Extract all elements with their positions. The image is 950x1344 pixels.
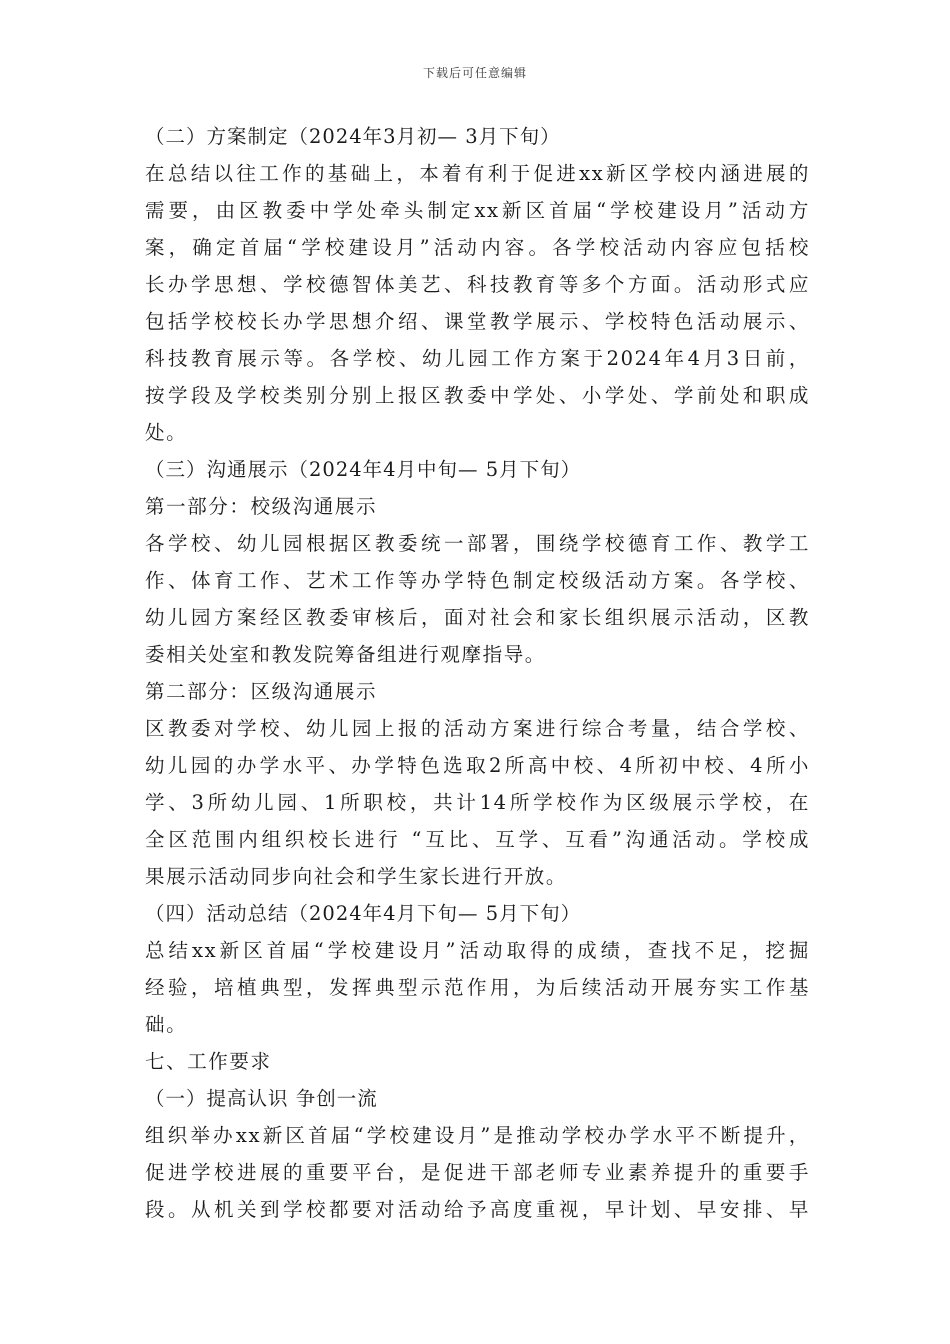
text-line: 包括学校校长办学思想介绍、课堂教学展示、学校特色活动展示、	[145, 310, 810, 333]
text-line: 各学校、幼儿园根据区教委统一部署，围绕学校德育工作、教学工	[145, 532, 810, 555]
text-line: 第一部分：校级沟通展示	[145, 495, 378, 518]
text-line: 组织举办xx新区首届“学校建设月”是推动学校办学水平不断提升，	[145, 1124, 810, 1147]
text-line: 学、3所幼儿园、1所职校，共计14所学校作为区级展示学校，在	[145, 791, 810, 814]
text-line: 幼儿园的办学水平、办学特色选取2所高中校、4所初中校、4所小	[145, 754, 810, 777]
text-line: 经验，培植典型，发挥典型示范作用，为后续活动开展夯实工作基	[145, 976, 810, 999]
text-line: 区教委对学校、幼儿园上报的活动方案进行综合考量，结合学校、	[145, 717, 810, 740]
text-line: 按学段及学校类别分别上报区教委中学处、小学处、学前处和职成	[145, 384, 810, 407]
text-line: 全区范围内组织校长进行 “互比、互学、互看”沟通活动。学校成	[145, 828, 810, 851]
text-line: 处。	[145, 421, 188, 444]
text-line: 七、工作要求	[145, 1050, 272, 1073]
text-line: 础。	[145, 1013, 188, 1036]
text-line: 案，确定首届“学校建设月”活动内容。各学校活动内容应包括校	[145, 236, 810, 259]
section-heading-line: （一）提高认识 争创一流	[145, 1087, 378, 1110]
section-heading-line: （三）沟通展示（2024年4月中旬— 5月下旬）	[145, 458, 582, 481]
text-line: 幼儿园方案经区教委审核后，面对社会和家长组织展示活动，区教	[145, 606, 810, 629]
section-heading-line: （四）活动总结（2024年4月下旬— 5月下旬）	[145, 902, 582, 925]
text-line: 在总结以往工作的基础上，本着有利于促进xx新区学校内涵进展的	[145, 162, 810, 185]
text-line: 果展示活动同步向社会和学生家长进行开放。	[145, 865, 568, 888]
document-body	[145, 118, 810, 1228]
section-heading-line: （二）方案制定（2024年3月初— 3月下旬）	[145, 125, 561, 148]
text-line: 长办学思想、学校德智体美艺、科技教育等多个方面。活动形式应	[145, 273, 810, 296]
page-header: 下载后可任意编辑	[422, 66, 527, 80]
text-line: 委相关处室和教发院筹备组进行观摩指导。	[145, 643, 546, 666]
text-line: 需要，由区教委中学处牵头制定xx新区首届“学校建设月”活动方	[145, 199, 810, 222]
text-line: 作、体育工作、艺术工作等办学特色制定校级活动方案。各学校、	[145, 569, 810, 592]
text-line: 第二部分：区级沟通展示	[145, 680, 378, 703]
text-line: 科技教育展示等。各学校、幼儿园工作方案于2024年4月3日前，	[145, 347, 810, 370]
text-line: 促进学校进展的重要平台，是促进干部老师专业素养提升的重要手	[145, 1161, 810, 1184]
text-line: 总结xx新区首届“学校建设月”活动取得的成绩，查找不足，挖掘	[145, 939, 810, 962]
text-line: 段。从机关到学校都要对活动给予高度重视，早计划、早安排、早	[145, 1198, 810, 1221]
